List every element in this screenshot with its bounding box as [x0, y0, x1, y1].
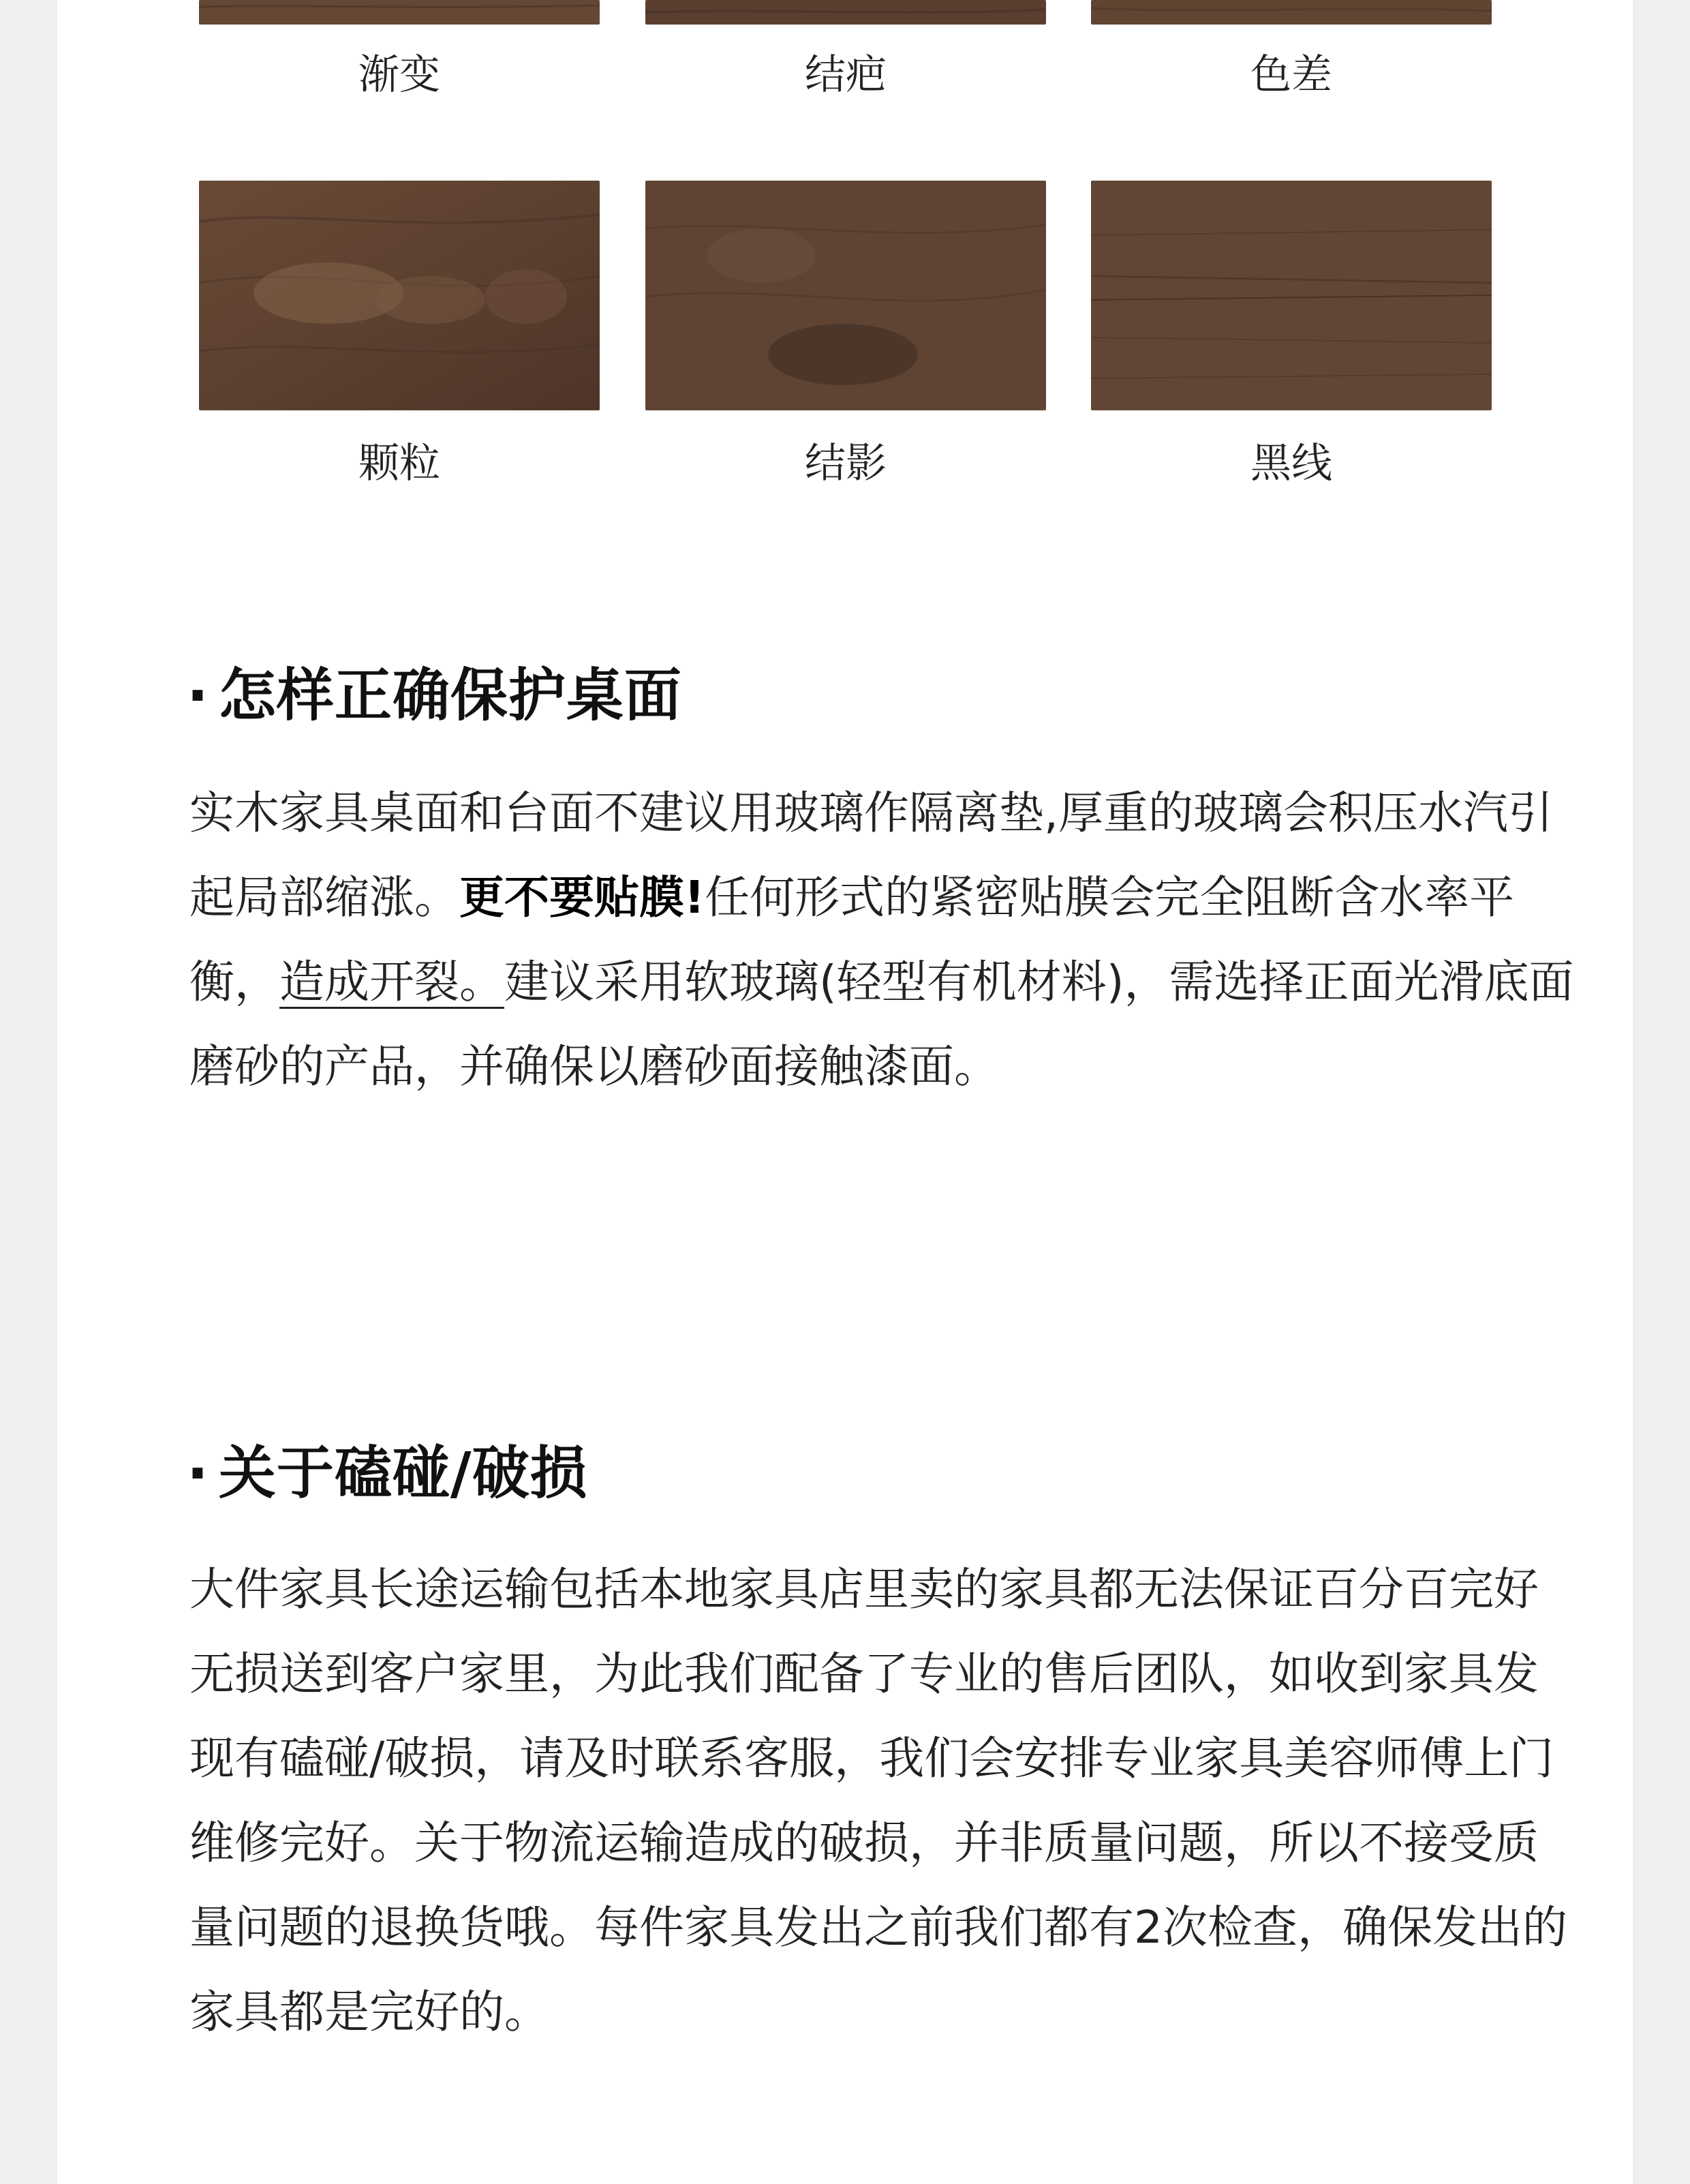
- paragraph-emphasis: 更不要贴膜!: [459, 871, 705, 924]
- section-title: 怎样正确保护桌面: [218, 662, 682, 729]
- wood-sample-image-grain: [199, 181, 600, 410]
- section-title: 关于磕碰/破损: [218, 1440, 588, 1506]
- wood-sample-image-knot: [645, 0, 1046, 25]
- wood-sample-image-color-difference: [1091, 0, 1492, 25]
- wood-sample-label: 颗粒: [358, 440, 440, 487]
- wood-sample-image-gradient: [199, 0, 600, 25]
- wood-sample-label: 渐变: [358, 51, 440, 99]
- paragraph-text: 大件家具长途运输包括本地家具店里卖的家具都无法保证百分百完好无损送到客户家里，为此我们配备了专业的售后团队，如收到家具发现有磕碰/破损，请及时联系客服，我们会安排专业家具美容师傅上门维修完好。关于物流运输造成的破损，并非质量问题，所以不接受质量问题的退换货哦。每件家具发出之前我们都有2次检查，确保发出的家具都是完好的。: [189, 1563, 1567, 2038]
- wood-sample-image-black-line: [1091, 181, 1492, 410]
- paragraph-text: 建议采用软玻璃(轻型有机材料)，需选择正面光滑底面磨砂的产品，并确保以磨砂面接触漆面。: [189, 956, 1574, 1093]
- wood-sample-label: 结影: [805, 440, 887, 487]
- section-heading: [187, 1436, 588, 1511]
- bullet-dot: ·: [187, 662, 209, 729]
- wood-sample-label: 色差: [1250, 51, 1332, 99]
- section-paragraph: [189, 771, 1580, 1109]
- section-paragraph: [189, 1547, 1580, 2054]
- wood-sample-label: 结疤: [805, 51, 887, 99]
- wood-sample-image-shadow: [645, 181, 1046, 410]
- paragraph-text: 实木家具桌面和台面不建议用玻璃作隔离垫,厚重的玻璃会积压水汽引起局部缩涨。: [189, 787, 1553, 924]
- section-heading: [187, 658, 682, 733]
- wood-sample-label: 黑线: [1250, 440, 1332, 487]
- content-page: [57, 0, 1633, 2184]
- paragraph-text: 任何形式的紧密贴膜会完全阻断含水率平衡，: [189, 871, 1515, 1008]
- bullet-dot: ·: [187, 1440, 209, 1506]
- paragraph-underlined: 造成开裂。: [279, 956, 504, 1008]
